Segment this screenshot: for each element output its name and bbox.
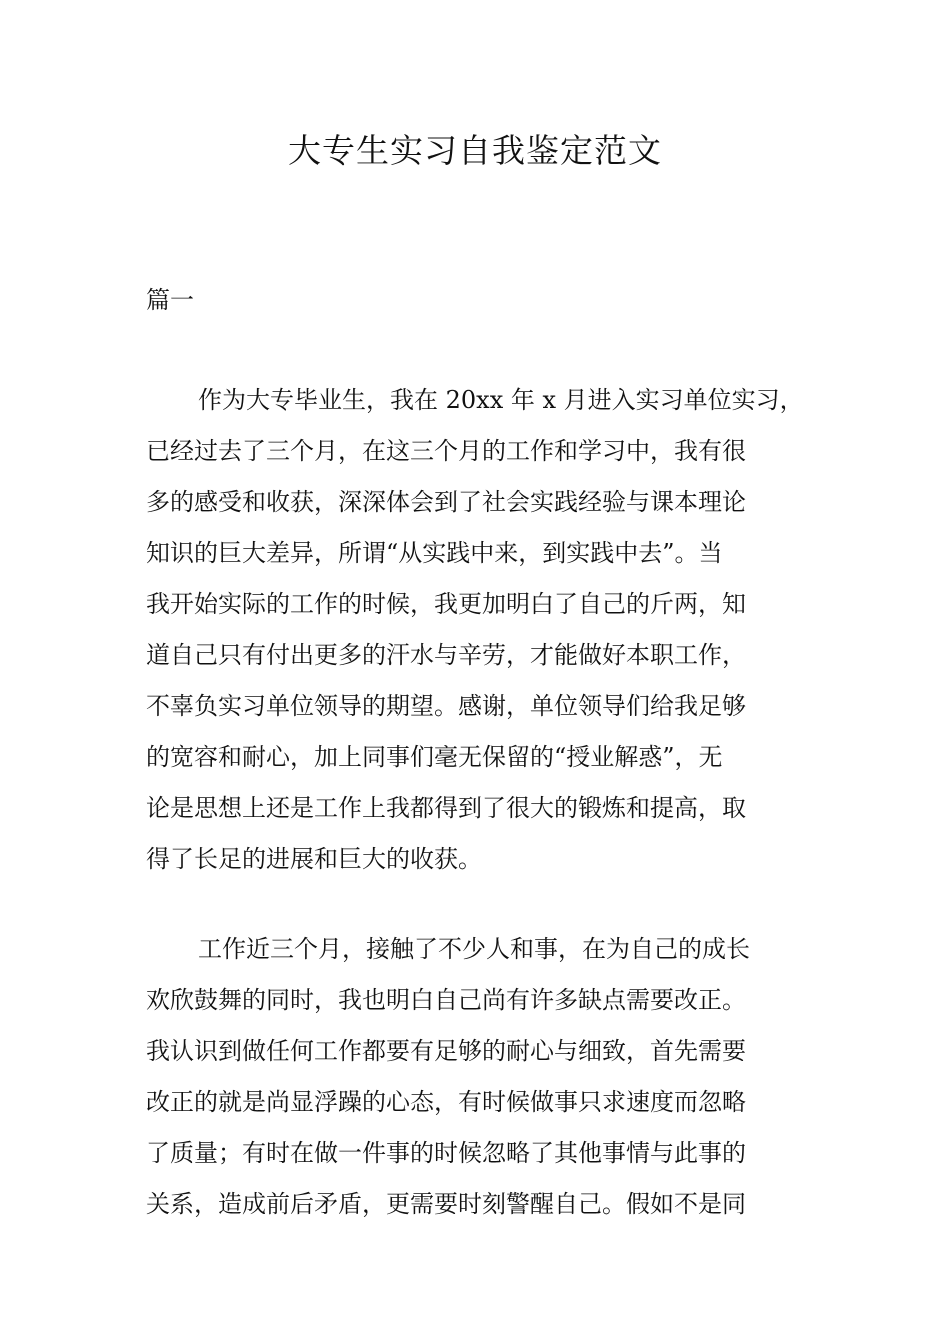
section-heading: 篇一 xyxy=(146,286,194,314)
paragraph-line: 了质量；有时在做一件事的时候忽略了其他事情与此事的 xyxy=(146,1139,746,1167)
document-title: 大专生实习自我鉴定范文 xyxy=(288,131,662,170)
paragraph-line: 欢欣鼓舞的同时，我也明白自己尚有许多缺点需要改正。 xyxy=(146,986,746,1014)
paragraph-line: 知识的巨大差异，所谓“从实践中来，到实践中去”。当 xyxy=(146,539,723,567)
paragraph-line: 论是思想上还是工作上我都得到了很大的锻炼和提高，取 xyxy=(146,794,746,822)
paragraph-line: 作为大专毕业生，我在 20xx 年 x 月进入实习单位实习， xyxy=(198,386,804,414)
paragraph-line: 不辜负实习单位领导的期望。感谢，单位领导们给我足够 xyxy=(146,692,746,720)
paragraph-line: 工作近三个月，接触了不少人和事，在为自己的成长 xyxy=(198,935,750,963)
paragraph-line: 得了长足的进展和巨大的收获。 xyxy=(146,845,482,873)
paragraph-line: 我开始实际的工作的时候，我更加明白了自己的斤两，知 xyxy=(146,590,746,618)
paragraph-line: 多的感受和收获，深深体会到了社会实践经验与课本理论 xyxy=(146,488,746,516)
paragraph-line: 我认识到做任何工作都要有足够的耐心与细致，首先需要 xyxy=(146,1037,746,1065)
paragraph-line: 道自己只有付出更多的汗水与辛劳，才能做好本职工作， xyxy=(146,641,746,669)
paragraph-line: 改正的就是尚显浮躁的心态，有时候做事只求速度而忽略 xyxy=(146,1088,746,1116)
paragraph-line: 已经过去了三个月，在这三个月的工作和学习中，我有很 xyxy=(146,437,746,465)
paragraph-line: 的宽容和耐心，加上同事们毫无保留的“授业解惑”，无 xyxy=(146,743,723,771)
paragraph-line: 关系，造成前后矛盾，更需要时刻警醒自己。假如不是同 xyxy=(146,1190,746,1218)
